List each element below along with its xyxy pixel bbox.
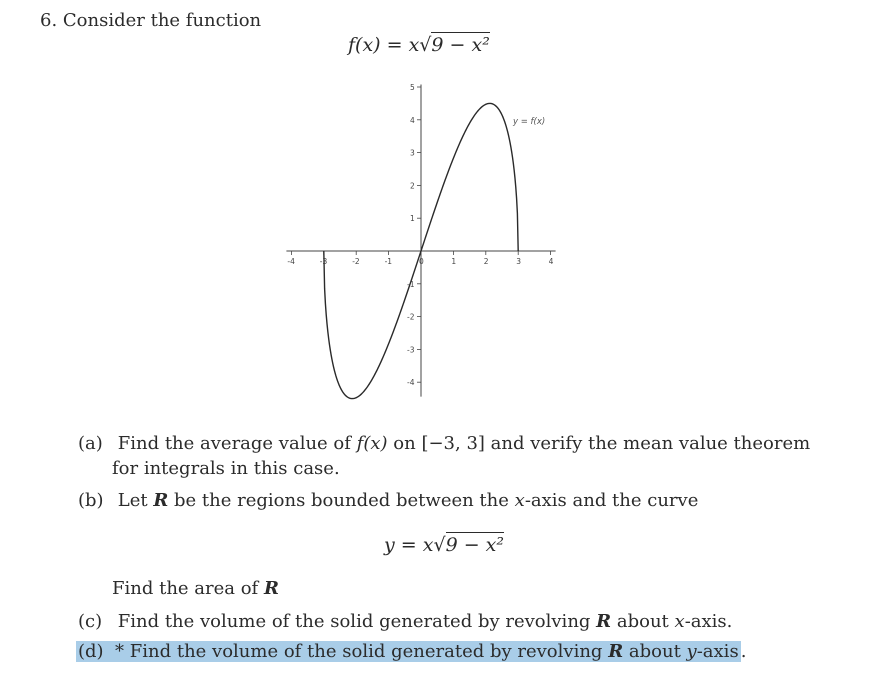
part-d-text-3: -axis <box>696 641 739 662</box>
y-tick-label: -4 <box>407 378 415 388</box>
region-symbol: R <box>153 490 169 511</box>
y-tick-label: -2 <box>407 312 415 322</box>
part-b <box>78 490 698 511</box>
part-c-text-3: -axis. <box>684 611 733 632</box>
legend-label: y = f(x) <box>513 117 546 127</box>
y-tick-label: 5 <box>410 83 415 92</box>
part-c-x: x <box>674 611 685 632</box>
part-c <box>78 611 732 632</box>
curve-formula-lhs: y = x <box>384 534 434 556</box>
part-a-text-end: and verify the mean value theorem <box>490 433 811 454</box>
part-b-text-2: be the regions bounded between the <box>174 490 509 511</box>
part-c-label: (c) <box>78 611 103 632</box>
part-a <box>78 433 810 454</box>
formula-lhs: f(x) = x <box>348 34 420 56</box>
region-symbol: R <box>263 578 279 599</box>
find-area-text: Find the area of <box>112 578 259 599</box>
part-d-y: y <box>686 641 697 662</box>
y-tick-label: 3 <box>410 148 415 158</box>
part-d-label: (d) <box>78 641 104 662</box>
x-tick-label: -1 <box>384 257 393 266</box>
part-c-text: Find the volume of the solid generated by revolving <box>117 611 591 632</box>
part-b-text-3: -axis and the curve <box>524 490 699 511</box>
y-tick-label: 2 <box>410 181 415 191</box>
part-a-text: Find the average value of <box>117 433 351 454</box>
part-d-text: * Find the volume of the solid generated by revolving <box>115 641 603 662</box>
part-b-label: (b) <box>78 490 104 511</box>
part-d-highlight[interactable] <box>76 641 741 662</box>
part-a-on: on <box>393 433 416 454</box>
part-a-line2: for integrals in this case. <box>112 458 340 479</box>
x-tick-label: 1 <box>451 257 457 266</box>
sqrt-symbol: √ <box>419 34 432 56</box>
region-symbol: R <box>596 611 612 632</box>
x-tick-label: -4 <box>287 257 295 266</box>
problem-title: 6. Consider the function <box>40 10 262 31</box>
y-tick-label: -3 <box>407 345 415 355</box>
y-tick-label: -1 <box>407 279 415 289</box>
part-c-about: about <box>616 611 669 632</box>
part-d[interactable] <box>76 641 746 662</box>
x-tick-label: -3 <box>319 257 328 266</box>
find-area-line <box>112 578 279 599</box>
sqrt-symbol: √ <box>433 534 446 556</box>
x-tick-label: 2 <box>483 257 489 266</box>
part-a-interval: [−3, 3] <box>421 433 485 454</box>
part-a-label: (a) <box>78 433 103 454</box>
y-tick-label: 1 <box>410 214 415 224</box>
x-tick-label: 3 <box>516 257 521 266</box>
part-b-x: x <box>514 490 525 511</box>
x-tick-label: 0 <box>419 257 424 266</box>
x-tick-label: 4 <box>548 257 554 266</box>
curve-formula <box>384 534 504 556</box>
part-b-text: Let <box>117 490 148 511</box>
formula-radicand: 9 − x² <box>431 34 490 56</box>
part-d-period: . <box>740 641 747 662</box>
curve-formula-radicand: 9 − x² <box>445 534 504 556</box>
region-symbol: R <box>608 641 624 662</box>
x-tick-label: -2 <box>352 257 360 266</box>
part-a-fx: f(x) <box>356 433 388 454</box>
y-tick-label: 4 <box>410 115 415 125</box>
part-d-about: about <box>628 641 681 662</box>
